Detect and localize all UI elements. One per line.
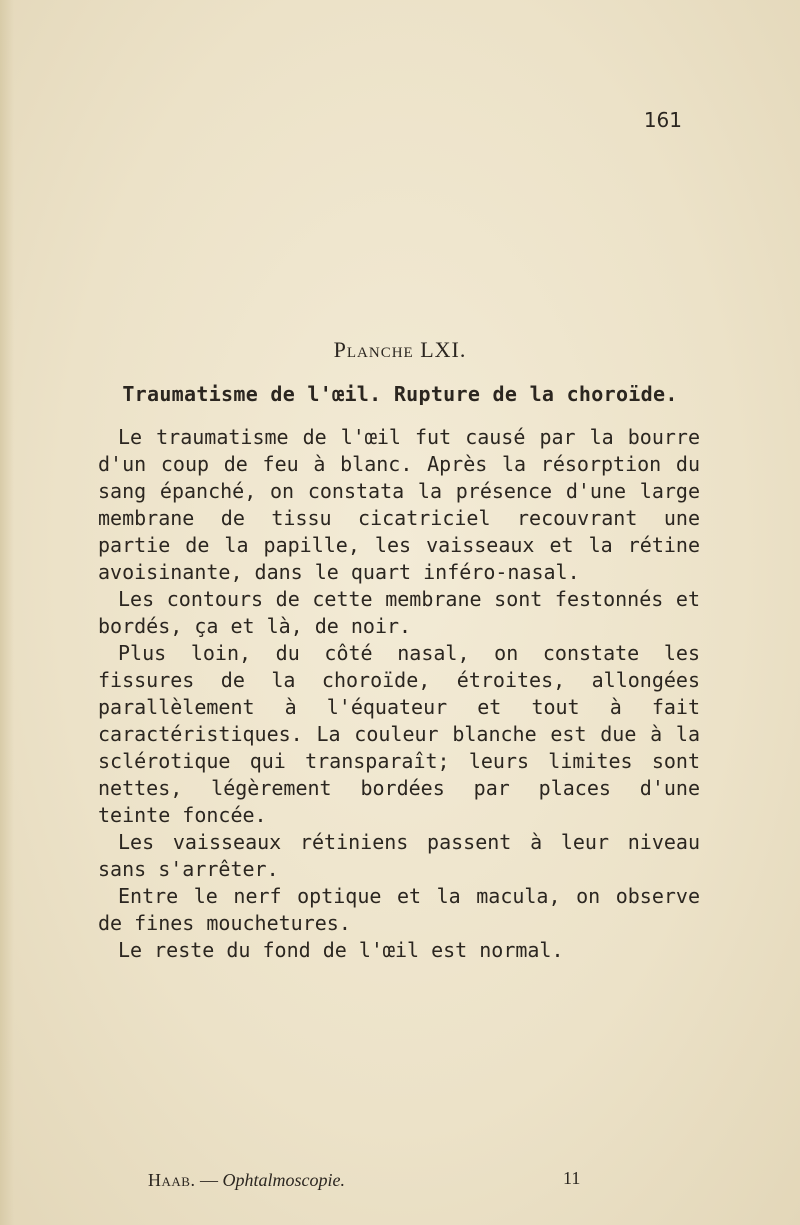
- footer-running-title: [148, 1170, 345, 1191]
- plate-title: Planche LXI.: [333, 337, 467, 362]
- body-text: [98, 424, 700, 964]
- footer-author: Haab.: [148, 1170, 196, 1190]
- footer-signature-mark: 11: [563, 1168, 581, 1188]
- paragraph-6: Le reste du fond de l'œil est normal.: [118, 938, 564, 962]
- footer-separator: —: [195, 1170, 223, 1190]
- page-edge-shadow: [0, 0, 14, 1225]
- paragraph-2: Les contours de cette membrane sont festonnés et bordés, ça et là, de noir.: [98, 587, 700, 638]
- paragraph-3: Plus loin, du côté nasal, on constate les fissures de la choroïde, étroites, allongées parallèlement à l'équateur et tout à fait caractéristiques. La couleur blanche est due à la sclérotique qui transparaît; leurs limites sont nettes, légèrement bordées par places d'une teinte foncée.: [98, 641, 700, 827]
- page-number: 161: [643, 108, 682, 132]
- section-heading: Traumatisme de l'œil. Rupture de la choroïde.: [122, 382, 678, 406]
- paragraph-4: Les vaisseaux rétiniens passent à leur niveau sans s'arrêter.: [98, 830, 700, 881]
- paragraph-5: Entre le nerf optique et la macula, on observe de fines mouchetures.: [98, 884, 700, 935]
- footer-book-title: Ophtalmoscopie.: [222, 1170, 345, 1190]
- paragraph-1: Le traumatisme de l'œil fut causé par la bourre d'un coup de feu à blanc. Après la résorption du sang épanché, on constata la présence d'une large membrane de tissu cicatriciel recouvrant une partie de la papille, les vaisseaux et la rétine avoisinante, dans le quart inféro-nasal.: [98, 425, 700, 584]
